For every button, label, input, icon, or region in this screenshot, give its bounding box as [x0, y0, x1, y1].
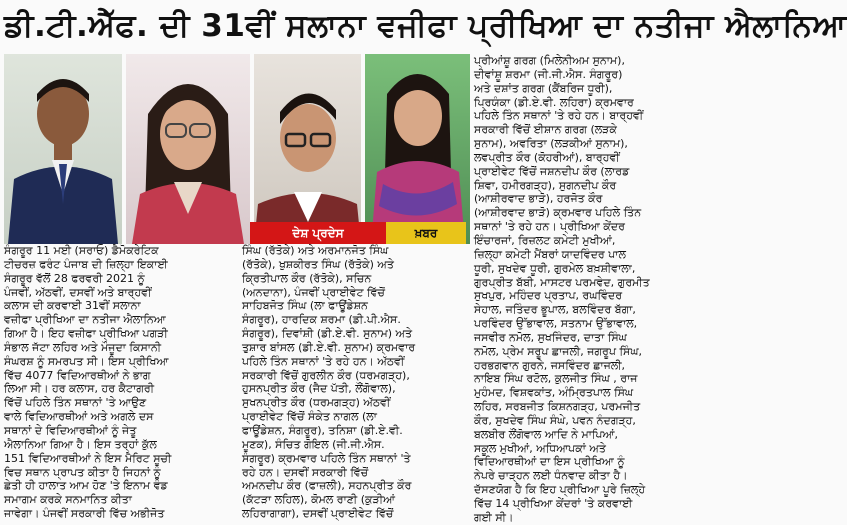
article-line: ਲਵਪ੍ਰੀਤ ਕੌਰ (ਕੋਹਰੀਆਂ), ਬਾਰ੍ਹਵੀਂ: [474, 150, 620, 164]
article-line: ਹੁਸਨਪ੍ਰੀਤ ਕੌਰ (ਜੈਦ ਪੱਤੀ, ਲੌਂਗੋਵਾਲ),: [242, 382, 396, 396]
article-column-3: [474, 54, 696, 524]
article-line: ਸੁਨਾਮ), ਅਵਰਿਤਾ (ਲੜਕੀਆਂ ਸੁਨਾਮ),: [474, 137, 628, 151]
article-line: ਗਈ ਸੀ।: [474, 510, 514, 524]
article-line: ਸ਼ਿਵਾ, ਹਮੀਰਗੜ੍ਹ), ਸੁਗਨਦੀਪ ਕੌਰ: [474, 178, 617, 192]
article-line: (ਰੱਤੋਕੇ), ਖੁਸ਼ਕੀਰਤ ਸਿੰਘ (ਰੱਤੋਕੇ) ਅਤੇ: [242, 257, 394, 271]
article-line: ਪ੍ਰਾਈਵੇਟ ਵਿੱਚੋਂ ਜਸ਼ਨਦੀਪ ਕੌਰ (ਲਾਰਡ: [474, 164, 630, 178]
article-line: ਇੰਚਾਰਜਾਂ, ਰਿਜ਼ਲਟ ਕਮੇਟੀ ਮੁਖੀਆਂ,: [474, 233, 616, 247]
article-line: (ਆਸ਼ੀਰਵਾਦ ਭਾੜੋ), ਹਰਜੋਤ ਕੌਰ: [474, 192, 603, 206]
article-line: ਸੰਘਰਸ਼ ਨੂੰ ਸਮਰਪਤ ਸੀ। ਇਸ ਪ੍ਰੀਖਿਆ: [4, 354, 169, 368]
article-line: ਕੌਰ, ਸੁਖਦੇਵ ਸਿੰਘ ਸੰਘੇ, ਪਵਨ ਨੰਦਗੜ੍ਹ,: [474, 413, 636, 427]
article-line: ਜਸਵੀਰ ਨਮੋਲ, ਸੁਖਜਿੰਦਰ, ਦਾਤਾ ਸਿੰਘ: [474, 330, 627, 344]
article-line: ਕ੍ਰਿਤੀਪਾਲ ਕੌਰ (ਰੱਤੋਕੇ), ਸਚਿਨ: [242, 271, 372, 285]
article-line: (ਅਨਦਾਨਾ), ਪੰਜਵੀਂ ਪ੍ਰਾਈਵੇਟ ਵਿੱਚੋਂ: [242, 285, 385, 299]
article-line: ਸੰਗਰੂਰ) ਕ੍ਰਮਵਾਰ ਪਹਿਲੇ ਤਿੰਨ ਸਥਾਨਾਂ 'ਤੇ: [242, 451, 411, 465]
article-line: ਲਹਿਰ, ਸਰਬਜੀਤ ਕਿਸ਼ਨਗੜ੍ਹ, ਪਰਮਜੀਤ: [474, 400, 641, 414]
article-line: ਰਹੇ ਹਨ। ਦਸਵੀਂ ਸਰਕਾਰੀ ਵਿੱਚੋਂ: [242, 465, 369, 479]
article-line: ਲਿਆ ਸੀ। ਹਰ ਕਲਾਸ, ਹਰ ਕੈਟਾਗਰੀ: [4, 382, 155, 396]
article-line: ਹਰਭਗਵਾਨ ਗੁਰਨੇ, ਜਸਵਿੰਦਰ ਛਾਜਲੀ,: [474, 358, 626, 372]
article-line: ਸਕੂਲ ਮੁਖੀਆਂ, ਅਧਿਆਪਕਾਂ ਅਤੇ: [474, 441, 606, 455]
article-line: ਵਿਚ ਸਥਾਨ ਪ੍ਰਾਪਤ ਕੀਤਾ ਹੈ ਜਿਹਨਾਂ ਨੂੰ: [4, 465, 161, 479]
student-photo-3: [254, 54, 361, 244]
article-line: ਜਾਵੇਗਾ। ਪੰਜਵੀਂ ਸਰਕਾਰੀ ਵਿੱਚ ਅਭੀਜੋਤ: [4, 507, 165, 521]
article-line: ਵਜ਼ੀਫਾ ਪ੍ਰੀਖਿਆ ਦਾ ਨਤੀਜਾ ਐਲਾਨਿਆ: [4, 313, 166, 327]
article-line: ਸੰਗਰੂਰ), ਦਿਵਾਂਸ਼ੀ (ਡੀ.ਏ.ਵੀ. ਸੁਨਾਮ) ਅਤੇ: [242, 327, 412, 341]
article-line: ਸਥਾਨਾਂ ਦੇ ਵਿਦਿਆਰਥੀਆਂ ਨੂੰ ਜੇਤੂ: [4, 423, 137, 437]
article-line: ਵਿਦਿਆਰਥੀਆਂ ਦਾ ਇਸ ਪ੍ਰੀਖਿਆ ਨੂੰ: [474, 455, 625, 469]
article-line: ਵਿੱਚ 14 ਪ੍ਰੀਖਿਆ ਕੇਂਦਰਾਂ 'ਤੇ ਕਰਵਾਈ: [474, 497, 633, 510]
article-line: ਪਰਵਿੰਦਰ ਉੱਭਾਵਾਲ, ਸਤਨਾਮ ਉੱਭਾਵਾਲ,: [474, 317, 638, 331]
student-photo-4: [365, 54, 470, 244]
article-line: ਸੰਭਾਲ ਜੱਟਾ ਲਹਿਰ ਅਤੇ ਮੌਜੂਦਾ ਕਿਸਾਨੀ: [4, 340, 162, 354]
brand-tag: ਖ਼ਬਰ: [386, 222, 466, 244]
article-line: ਸੰਗਰੂਰ ਵੱਲੋਂ 28 ਫਰਵਰੀ 2021 ਨੂੰ: [4, 271, 145, 285]
article-line: ਸਥਾਨਾਂ 'ਤੇ ਰਹੇ ਹਨ। ਪ੍ਰੀਖਿਆ ਕੇਂਦਰ: [474, 220, 625, 234]
article-line: ਛੇਤੀ ਹੀ ਹਾਲਾਤ ਆਮ ਹੋਣ 'ਤੇ ਇਨਾਮ ਵੰਡ: [4, 479, 168, 493]
article-line: ਪਹਿਲੇ ਤਿੰਨ ਸਥਾਨਾਂ 'ਤੇ ਰਹੇ ਹਨ। ਬਾਰ੍ਹਵੀਂ: [474, 109, 644, 123]
article-line: ਵਾਲੇ ਵਿਦਿਆਰਥੀਆਂ ਅਤੇ ਅਗਲੇ ਦਸ: [4, 410, 154, 424]
article-line: ਸਿੰਘ (ਰੱਤੋਕੇ) ਅਤੇ ਅਰਮਾਨਜੋਤ ਸਿੰਘ: [242, 244, 389, 257]
article-line: (ਕੱਟੜਾ ਲਹਿਲ), ਕੋਮਲ ਰਾਣੀ (ਕੁੜੀਆਂ: [242, 493, 396, 507]
article-line: ਬਲਬੀਰ ਲੌਂਗੋਵਾਲ ਆਦਿ ਨੇ ਮਾਪਿਆਂ,: [474, 427, 619, 441]
article-line: ਨਾਇਬ ਸਿੰਘ ਰਟੋਲ, ਕੁਲਜੀਤ ਸਿੰਘ , ਰਾਜ: [474, 372, 638, 386]
article-line: ਵਿੱਚ 4077 ਵਿਦਿਆਰਥੀਆਂ ਨੇ ਭਾਗ: [4, 368, 151, 382]
headline: ਡੀ.ਟੀ.ਐੱਫ. ਦੀ 31ਵੀਂ ਸਲਾਨਾ ਵਜੀਫਾ ਪ੍ਰੀਖਿਆ ਦਾ ਨਤੀਜਾ ਐਲਾਨਿਆ: [4, 8, 847, 44]
photo-strip: [4, 54, 470, 244]
article-line: ਸੇਹਾਲ, ਜਤਿੰਦਰ ਭੂਪਾਲ, ਬਲਵਿੰਦਰ ਬੱਗਾ,: [474, 303, 636, 317]
article-line: ਸਰਕਾਰੀ ਵਿੱਚੋਂ ਈਸ਼ਾਨ ਗਰਗ (ਲੜਕੇ: [474, 123, 617, 137]
article-line: ਸਾਹਿਬਜੋਤ ਸਿੰਘ (ਲਾ ਫਾਊਂਡੇਸ਼ਨ: [242, 299, 368, 313]
article-line: ਪ੍ਰੀਆਂਸ਼ੂ ਗਰਗ (ਮਿਲੇਨੀਅਮ ਸੁਨਾਮ),: [474, 54, 625, 67]
article-line: ਦੱਸਣਯੋਗ ਹੈ ਕਿ ਇਹ ਪ੍ਰੀਖਿਆ ਪੂਰੇ ਜ਼ਿਲ੍ਹੇ: [474, 483, 646, 497]
article-line: ਧੂਰੀ, ਸੁਖਦੇਵ ਧੂਰੀ, ਗੁਰਮੇਲ ਬਖ਼ਸ਼ੀਵਾਲਾ,: [474, 261, 636, 275]
article-line: ਸਰਕਾਰੀ ਵਿੱਚੋਂ ਗੁਰਲੀਨ ਕੌਰ (ਧਰਮਗੜ੍ਹ),: [242, 368, 410, 382]
article-line: ਅਤੇ ਦਸ਼ਾਂਤ ਗਰਗ (ਕੈਂਬਰਿਜ ਧੂਰੀ),: [474, 81, 613, 95]
article-line: ਵਿੱਚੋਂ ਪਹਿਲੇ ਤਿੰਨ ਸਥਾਨਾਂ 'ਤੇ ਆਉਣ: [4, 396, 147, 410]
article-line: ਸੰਗਰੂਰ 11 ਮਈ (ਸਰਾਓ) ਡੈਮੋਕਰੇਟਿਕ: [4, 244, 159, 257]
article-line: ਨਮੋਲ, ਪ੍ਰੇਮ ਸਰੂਪ ਛਾਜਲੀ, ਜਗਰੂਪ ਸਿੰਘ,: [474, 344, 643, 358]
article-line: ਸਮਾਗਮ ਕਰਕੇ ਸਨਮਾਨਿਤ ਕੀਤਾ: [4, 493, 132, 507]
article-line: ਪ੍ਰਾਈਵੇਟ ਵਿੱਚੋਂ ਸੰਕੇਤ ਨਾਗਲ (ਲਾ: [242, 410, 377, 424]
article-line: ਪ੍ਰਿਯੰਕਾ (ਡੀ.ਏ.ਵੀ. ਲਹਿਰਾ) ਕ੍ਰਮਵਾਰ: [474, 95, 634, 109]
article-line: ਗਿਆ ਹੈ। ਇਹ ਵਜ਼ੀਫਾ ਪ੍ਰੀਖਿਆ ਪਗੜੀ: [4, 327, 168, 341]
student-photo-1: [4, 54, 122, 244]
article-line: ਪੰਜਵੀਂ, ਅੱਠਵੀਂ, ਦਸਵੀਂ ਅਤੇ ਬਾਰ੍ਹਵੀਂ: [4, 285, 152, 299]
article-line: ਜ਼ਿਲ੍ਹਾ ਕਮੇਟੀ ਮੈਂਬਰਾਂ ਯਾਦਵਿੰਦਰ ਪਾਲ: [474, 247, 626, 261]
article-line: ਸੰਗਰੂਰ), ਹਾਰਦਿਕ ਸ਼ਰਮਾ (ਡੀ.ਪੀ.ਐਸ.: [242, 313, 401, 327]
student-photo-2: [126, 54, 250, 244]
article-line: ਮੂਣਕ), ਸੰਚਿਤ ਗੋਇਲ (ਜੀ.ਜੀ.ਐਸ.: [242, 437, 385, 451]
article-line: ਸੁਖਨਪ੍ਰੀਤ ਕੌਰ (ਧਰਮਗੜ੍ਹ) ਅੱਠਵੀਂ: [242, 396, 391, 410]
article-column-2: [242, 244, 470, 520]
article-line: ਟੀਚਰਜ਼ ਫਰੰਟ ਪੰਜਾਬ ਦੀ ਜ਼ਿਲ੍ਹਾ ਇਕਾਈ: [4, 257, 168, 271]
article-line: ਸੁਖਪੁਰ, ਮਹਿੰਦਰ ਪ੍ਰਤਾਪ, ਰਘਵਿੰਦਰ: [474, 289, 623, 303]
article-line: ਦੀਵਾਂਸ਼ੂ ਸ਼ਰਮਾ (ਜੀ.ਜੀ.ਐਸ. ਸੰਗਰੂਰ): [474, 67, 623, 81]
article-line: ਕਲਾਸ ਦੀ ਕਰਵਾਈ 31ਵੀਂ ਸਲਾਨਾ: [4, 299, 141, 313]
article-line: (ਆਸ਼ੀਰਵਾਦ ਭਾੜੋ) ਕ੍ਰਮਵਾਰ ਪਹਿਲੇ ਤਿੰਨ: [474, 206, 642, 220]
brand-name: ਦੇਸ਼ ਪ੍ਰਦੇਸ: [250, 222, 386, 244]
article-line: ਮੁਹੰਮਦ, ਵਿਸ਼ਵਕਾਂਤ, ਅੰਮ੍ਰਿਤਪਾਲ ਸਿੰਘ: [474, 386, 634, 400]
article-line: 151 ਵਿਦਿਆਰਥੀਆਂ ਨੇ ਇਸ ਮੈਰਿਟ ਸੂਚੀ: [4, 451, 172, 465]
article-column-1: [4, 244, 238, 520]
publication-brand: [250, 222, 466, 244]
article-line: ਤੁਸ਼ਾਰ ਬਾਂਸਲ (ਡੀ.ਏ.ਵੀ. ਸੁਨਾਮ) ਕ੍ਰਮਵਾਰ: [242, 340, 416, 354]
article-line: ਗੁਰਪ੍ਰੀਤ ਬੱਬੀ, ਮਾਸਟਰ ਪਰਮਵੇਦ, ਗੁਰਮੀਤ: [474, 275, 650, 289]
article-line: ਐਲਾਨਿਆ ਗਿਆ ਹੈ। ਇਸ ਤਰ੍ਹਾਂ ਕੁੱਲ: [4, 437, 157, 451]
article-line: ਅਮਨਦੀਪ ਕੌਰ (ਫਾਜ਼ਲੀ), ਸਹਨਪ੍ਰੀਤ ਕੌਰ: [242, 479, 412, 493]
article-line: ਨੇਪਰੇ ਚਾੜ੍ਹਨ ਲਈ ਧੰਨਵਾਦ ਕੀਤਾ ਹੈ।: [474, 469, 628, 483]
article-line: ਫਾਊਂਡੇਸ਼ਨ, ਸੰਗਰੂਰ), ਤਨਿਸ਼ਾ (ਡੀ.ਏ.ਵੀ.: [242, 423, 403, 437]
article-line: ਪਹਿਲੇ ਤਿੰਨ ਸਥਾਨਾਂ 'ਤੇ ਰਹੇ ਹਨ। ਅੱਠਵੀਂ: [242, 354, 405, 368]
article-line: ਲਹਿਰਾਗਾਗਾ), ਦਸਵੀਂ ਪ੍ਰਾਈਵੇਟ ਵਿੱਚੋਂ: [242, 507, 394, 521]
